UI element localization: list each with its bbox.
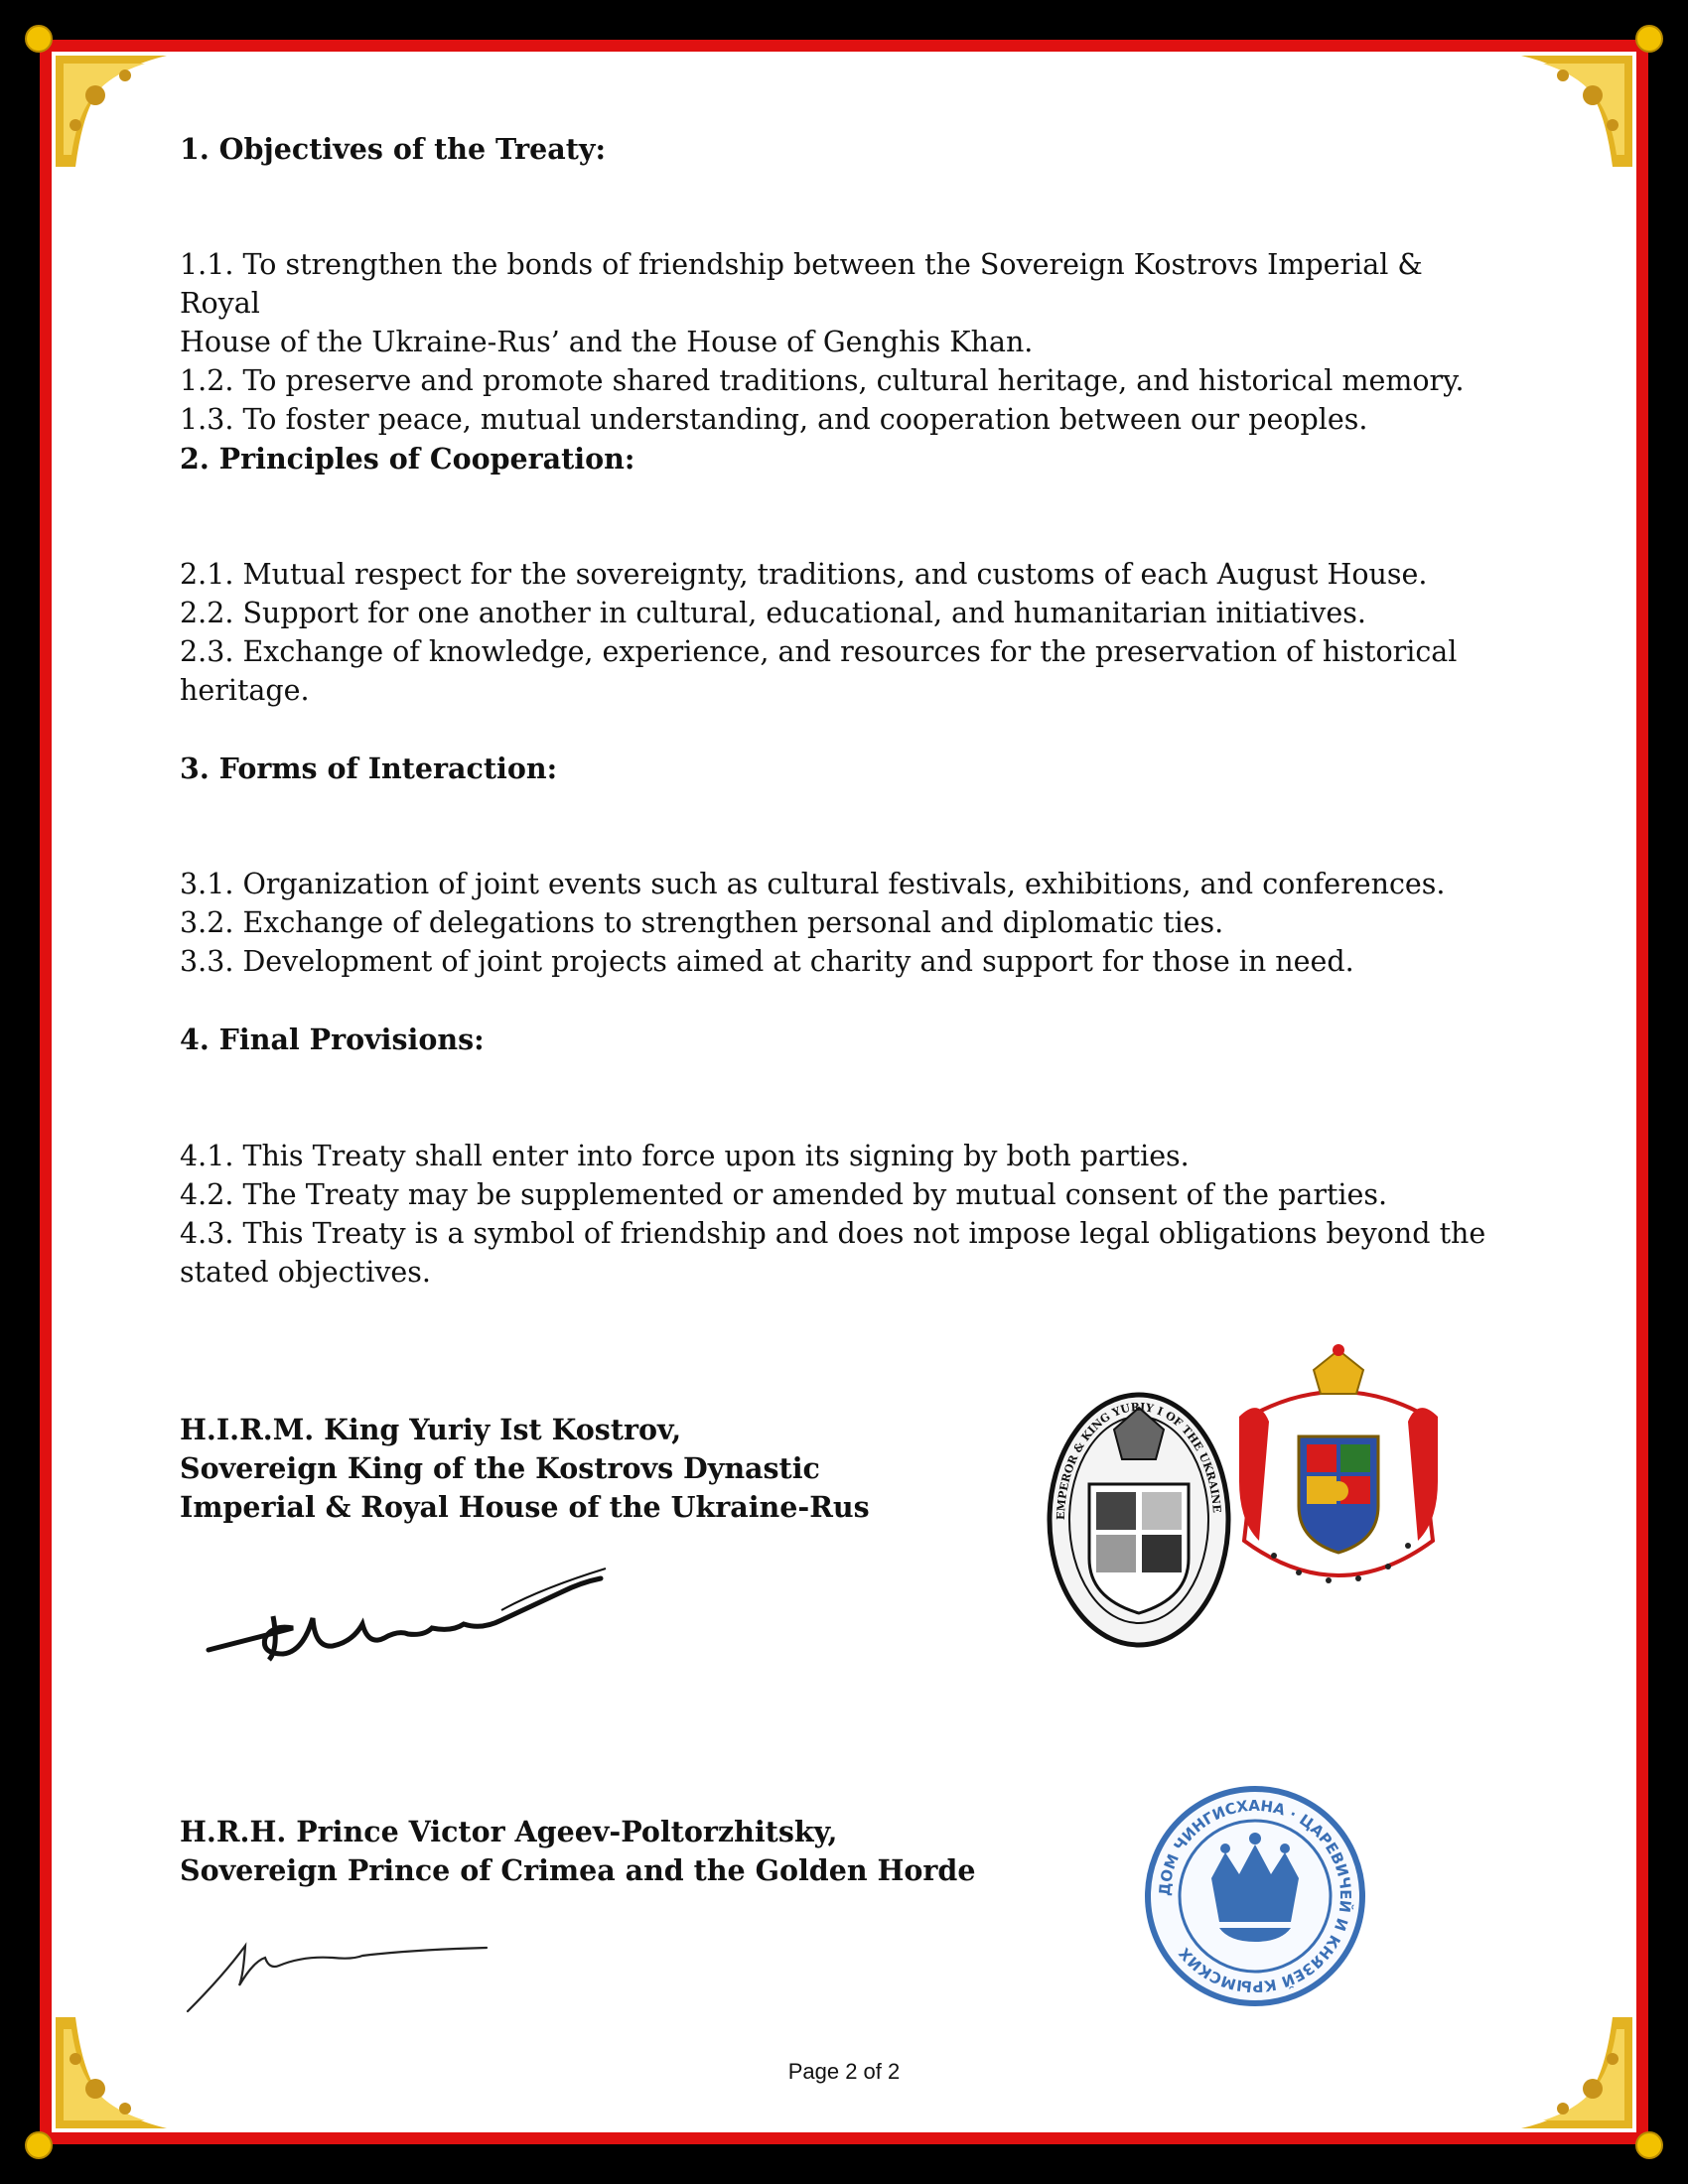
svg-text:EMPEROR & KING YURIY I OF THE: EMPEROR & KING YURIY I OF THE UKRAINE bbox=[1054, 1400, 1223, 1521]
section-items bbox=[180, 555, 1500, 710]
clause-text: 2.2. Support for one another in cultural, educational, and humanitarian initiatives. bbox=[180, 597, 1366, 629]
corner-knob-icon bbox=[24, 2130, 54, 2160]
section-items bbox=[180, 865, 1500, 981]
section-heading: 4. Final Provisions: bbox=[180, 1023, 485, 1056]
signatory-line: Sovereign King of the Kostrovs Dynastic bbox=[180, 1451, 820, 1485]
signatory-line: Sovereign Prince of Crimea and the Golden Horde bbox=[180, 1853, 976, 1887]
signatory-title bbox=[180, 1411, 870, 1527]
signature-king-icon bbox=[204, 1559, 611, 1668]
section-items bbox=[180, 245, 1500, 439]
coat-of-arms-icon bbox=[1229, 1342, 1448, 1606]
section-heading: 3. Forms of Interaction: bbox=[180, 751, 558, 785]
blue-seal-icon bbox=[1142, 1783, 1368, 2009]
clause-text: 1.2. To preserve and promote shared traditions, cultural heritage, and historical memory. bbox=[180, 364, 1465, 397]
page-number: Page 2 of 2 bbox=[787, 2059, 901, 2084]
signatory-line: H.I.R.M. King Yuriy Ist Kostrov, bbox=[180, 1413, 682, 1446]
section-items bbox=[180, 1137, 1500, 1292]
section-heading: 1. Objectives of the Treaty: bbox=[180, 132, 607, 166]
gold-ornament-icon bbox=[56, 56, 167, 167]
clause-text: House of the Ukraine-Rus’ and the House of Genghis Khan. bbox=[180, 326, 1034, 358]
signature-prince-icon bbox=[184, 1926, 492, 2015]
signatory-line: Imperial & Royal House of the Ukraine-Rus bbox=[180, 1490, 870, 1524]
corner-knob-icon bbox=[1634, 24, 1664, 54]
clause-text: 2.3. Exchange of knowledge, experience, and resources for the preservation of historical bbox=[180, 635, 1458, 668]
clause-text: 4.2. The Treaty may be supplemented or amended by mutual consent of the parties. bbox=[180, 1178, 1388, 1211]
clause-text: 4.1. This Treaty shall enter into force upon its signing by both parties. bbox=[180, 1140, 1190, 1172]
corner-knob-icon bbox=[24, 24, 54, 54]
royal-seal-icon bbox=[1045, 1390, 1233, 1650]
clause-text: 3.1. Organization of joint events such as cultural festivals, exhibitions, and conferences. bbox=[180, 868, 1446, 900]
clause-text: 4.3. This Treaty is a symbol of friendship and does not impose legal obligations beyond the bbox=[180, 1217, 1486, 1250]
clause-text: stated objectives. bbox=[180, 1256, 431, 1289]
seal-text: ДОМ ЧИНГИСХАНА · ЦАРЕВИЧЕЙ И КНЯЗЕЙ КРЫМСКИХ bbox=[1155, 1796, 1355, 1996]
clause-text: heritage. bbox=[180, 674, 310, 707]
clause-text: 3.3. Development of joint projects aimed at charity and support for those in need. bbox=[180, 945, 1354, 978]
clause-text: 1.1. To strengthen the bonds of friendship between the Sovereign Kostrovs Imperial & Royal bbox=[180, 248, 1423, 320]
clause-text: 1.3. To foster peace, mutual understanding, and cooperation between our peoples. bbox=[180, 403, 1368, 436]
clause-text: 2.1. Mutual respect for the sovereignty, traditions, and customs of each August House. bbox=[180, 558, 1428, 591]
corner-knob-icon bbox=[1634, 2130, 1664, 2160]
section-heading: 2. Principles of Cooperation: bbox=[180, 442, 635, 476]
clause-text: 3.2. Exchange of delegations to strengthen personal and diplomatic ties. bbox=[180, 906, 1224, 939]
signatory-line: H.R.H. Prince Victor Ageev-Poltorzhitsky, bbox=[180, 1815, 838, 1848]
signatory-title bbox=[180, 1813, 976, 1890]
gold-ornament-icon bbox=[1521, 56, 1632, 167]
